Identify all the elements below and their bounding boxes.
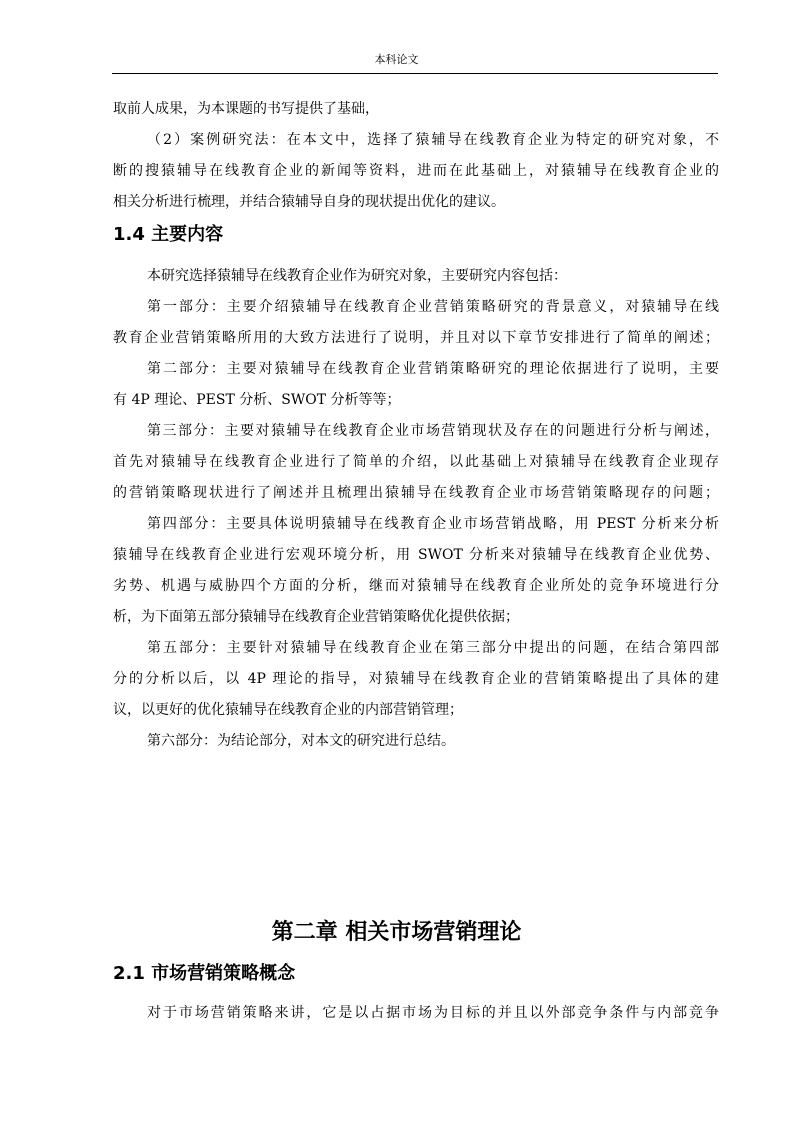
text-line: 第四部分：主要具体说明猿辅导在线教育企业市场营销战略，用 PEST 分析来分析 xyxy=(147,516,719,532)
text-line: 本研究选择猿辅导在线教育企业作为研究对象，主要研究内容包括： xyxy=(147,268,567,284)
text-line: 猿辅导在线教育企业进行宏观环境分析，用 SWOT 分析来对猿辅导在线教育企业优势、 xyxy=(113,547,719,563)
header-title: 本科论文 xyxy=(374,53,419,66)
text-line: 第三部分：主要对猿辅导在线教育企业市场营销现状及存在的问题进行分析与阐述， xyxy=(147,423,719,439)
text-line: 第五部分：主要针对猿辅导在线教育企业在第三部分中提出的问题，在结合第四部 xyxy=(147,640,719,656)
chapter-title: 第二章 相关市场营销理论 xyxy=(271,920,522,945)
text-line: 断的搜猿辅导在线教育企业的新闻等资料，进而在此基础上，对猿辅导在线教育企业的 xyxy=(113,163,719,179)
text-line: （2）案例研究法：在本文中，选择了猿辅导在线教育企业为特定的研究对象，不 xyxy=(147,132,719,148)
text-line: 分的分析以后，以 4P 理论的指导，对猿辅导在线教育企业的营销策略提出了具体的建 xyxy=(113,671,719,687)
text-line: 议，以更好的优化猿辅导在线教育企业的内部营销管理； xyxy=(113,702,463,718)
section-heading-2-1: 2.1 市场营销策略概念 xyxy=(113,963,296,984)
text-line: 取前人成果，为本课题的书写提供了基础， xyxy=(113,101,379,117)
text-line: 首先对猿辅导在线教育企业进行了简单的介绍，以此基础上对猿辅导在线教育企业现存 xyxy=(113,454,719,470)
section-heading-1-4: 1.4 主要内容 xyxy=(113,224,224,245)
text-line: 有 4P 理论、PEST 分析、SWOT 分析等等； xyxy=(113,392,401,408)
text-line: 相关分析进行梳理，并结合猿辅导自身的现状提出优化的建议。 xyxy=(113,194,505,210)
text-line: 第六部分：为结论部分，对本文的研究进行总结。 xyxy=(147,733,455,749)
text-line: 析，为下面第五部分猿辅导在线教育企业营销策略优化提供依据； xyxy=(113,609,519,625)
text-line: 教育企业营销策略所用的大致方法进行了说明，并且对以下章节安排进行了简单的阐述； xyxy=(113,330,719,346)
text-line: 对于市场营销策略来讲，它是以占据市场为目标的并且以外部竞争条件与内部竞争 xyxy=(147,1005,719,1021)
text-line: 第一部分：主要介绍猿辅导在线教育企业营销策略研究的背景意义，对猿辅导在线 xyxy=(147,299,719,315)
text-line: 第二部分：主要对猿辅导在线教育企业营销策略研究的理论依据进行了说明，主要 xyxy=(147,361,719,377)
text-line: 劣势、机遇与威胁四个方面的分析，继而对猿辅导在线教育企业所处的竞争环境进行分 xyxy=(113,578,719,594)
header-rule xyxy=(112,73,718,74)
text-line: 的营销策略现状进行了阐述并且梳理出猿辅导在线教育企业市场营销策略现存的问题； xyxy=(113,485,719,501)
